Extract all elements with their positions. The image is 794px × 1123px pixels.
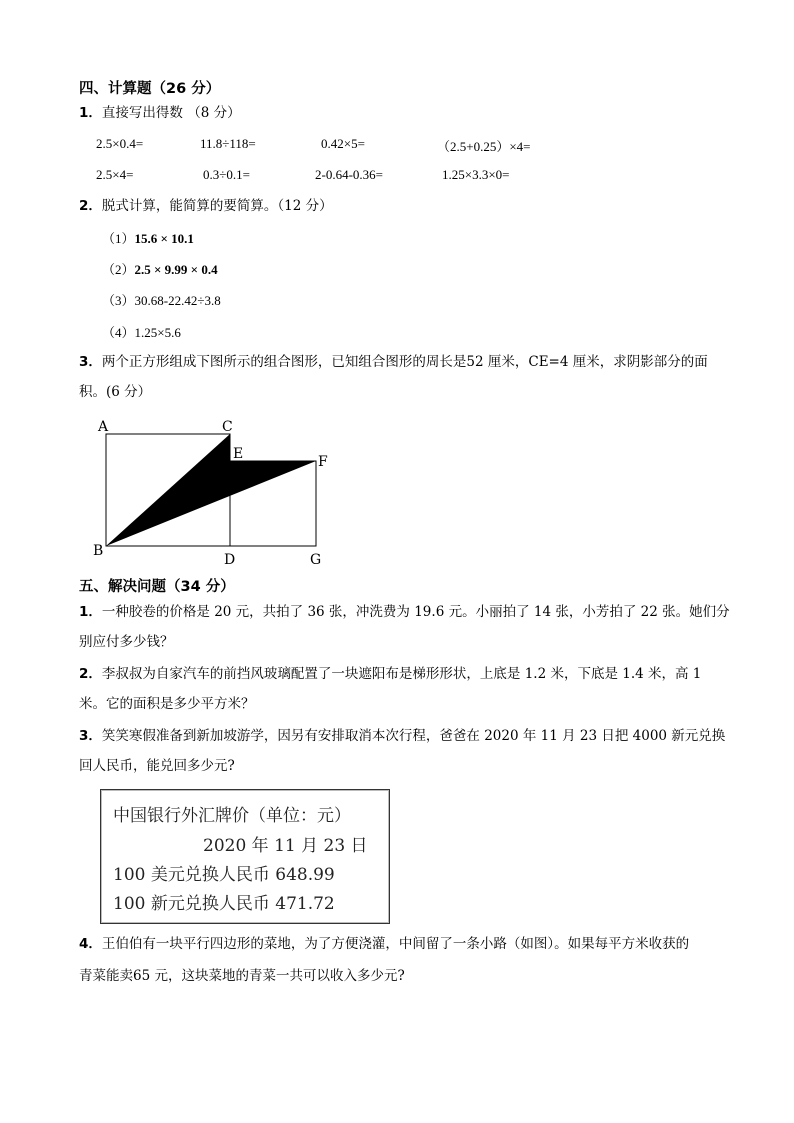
- question-number: 3．: [79, 354, 102, 370]
- calc-item: 0.3÷0.1=: [203, 167, 250, 182]
- question-text: 脱式计算，能简算的要简算。（12 分）: [101, 198, 333, 214]
- calc-item: 0.42×5=: [321, 136, 365, 151]
- question-5-4: [79, 934, 689, 954]
- question-text-continued: 回人民币，能兑回多少元?: [79, 758, 235, 774]
- expression-text: 1.25×5.6: [134, 325, 181, 340]
- expression-item: [102, 322, 181, 341]
- question-text: 直接写出得数 （8 分）: [101, 105, 241, 121]
- question-number: 4．: [79, 936, 102, 952]
- expression-item: [102, 259, 218, 278]
- question-text-continued: 积。(6 分）: [79, 384, 152, 400]
- question-text: 两个正方形组成下图所示的组合图形，已知组合图形的周长是52 厘米，CE=4 厘米，求阴影部分的面: [101, 354, 708, 370]
- question-text-continued: 别应付多少钱？: [79, 634, 174, 650]
- section-4-title: 四、计算题（26 分）: [79, 81, 221, 97]
- rate-row-usd: 100 美元兑换人民币 648.99: [113, 865, 335, 885]
- calc-item: 2.5×0.4=: [96, 136, 144, 151]
- question-number: 2．: [79, 666, 102, 682]
- question-number: 1．: [79, 105, 102, 121]
- expression-text: 30.68-22.42÷3.8: [134, 293, 221, 308]
- question-text: 一种胶卷的价格是 20 元，共拍了 36 张，冲洗费为 19.6 元。小丽拍了 14 张，小芳拍了 22 张。她们分: [101, 604, 730, 620]
- question-text: 李叔叔为自家汽车的前挡风玻璃配置了一块遮阳布是梯形形状，上底是 1.2 米，下底是 1.4 米，高 1: [101, 666, 702, 682]
- expression-label: （1）: [102, 231, 135, 246]
- label-f: F: [318, 454, 328, 470]
- label-b: B: [93, 543, 104, 559]
- question-number: 1．: [79, 604, 102, 620]
- label-g: G: [310, 552, 322, 568]
- label-e: E: [233, 446, 244, 462]
- calc-item: 1.25×3.3×0=: [442, 167, 510, 182]
- expression-item: [102, 290, 221, 309]
- squares-figure: [90, 415, 340, 570]
- question-4-1: [79, 103, 241, 123]
- question-4-3: [79, 352, 708, 372]
- expression-label: （4）: [102, 325, 135, 340]
- rate-date: 2020 年 11 月 23 日: [203, 836, 368, 856]
- calc-item: 2-0.64-0.36=: [315, 167, 383, 182]
- calc-item: （2.5+0.25）×4=: [437, 139, 531, 154]
- question-5-2: [79, 664, 701, 684]
- label-d: D: [224, 552, 236, 568]
- label-a: A: [98, 419, 109, 435]
- question-number: 2．: [79, 198, 102, 214]
- expression-text: 2.5 × 9.99 × 0.4: [134, 262, 218, 277]
- exchange-rate-box: [100, 789, 390, 924]
- calc-item: 2.5×4=: [96, 167, 134, 182]
- question-5-3: [79, 726, 725, 746]
- expression-text: 15.6 × 10.1: [134, 231, 194, 246]
- question-text: 王伯伯有一块平行四边形的菜地，为了方便浇灌，中间留了一条小路（如图）。如果每平方米收获的: [101, 936, 690, 952]
- expression-item: [102, 228, 194, 247]
- question-text-continued: 米。它的面积是多少平方米？: [79, 696, 255, 712]
- question-number: 3．: [79, 728, 102, 744]
- expression-label: （3）: [102, 293, 135, 308]
- question-text-continued: 青菜能卖65 元，这块菜地的青菜一共可以收入多少元?: [79, 968, 405, 984]
- rate-title: 中国银行外汇牌价（单位：元）: [113, 806, 351, 826]
- shaded-region: [106, 434, 316, 546]
- section-5-title: 五、解决问题（34 分）: [79, 579, 235, 595]
- rate-row-sgd: 100 新元兑换人民币 471.72: [113, 894, 335, 914]
- question-5-1: [79, 602, 730, 622]
- calc-item: 11.8÷118=: [200, 136, 256, 151]
- question-4-2: [79, 196, 333, 216]
- label-c: C: [222, 419, 233, 435]
- question-text: 笑笑寒假准备到新加坡游学，因另有安排取消本次行程，爸爸在 2020 年 11 月 23 日把 4000 新元兑换: [101, 728, 726, 744]
- expression-label: （2）: [102, 262, 135, 277]
